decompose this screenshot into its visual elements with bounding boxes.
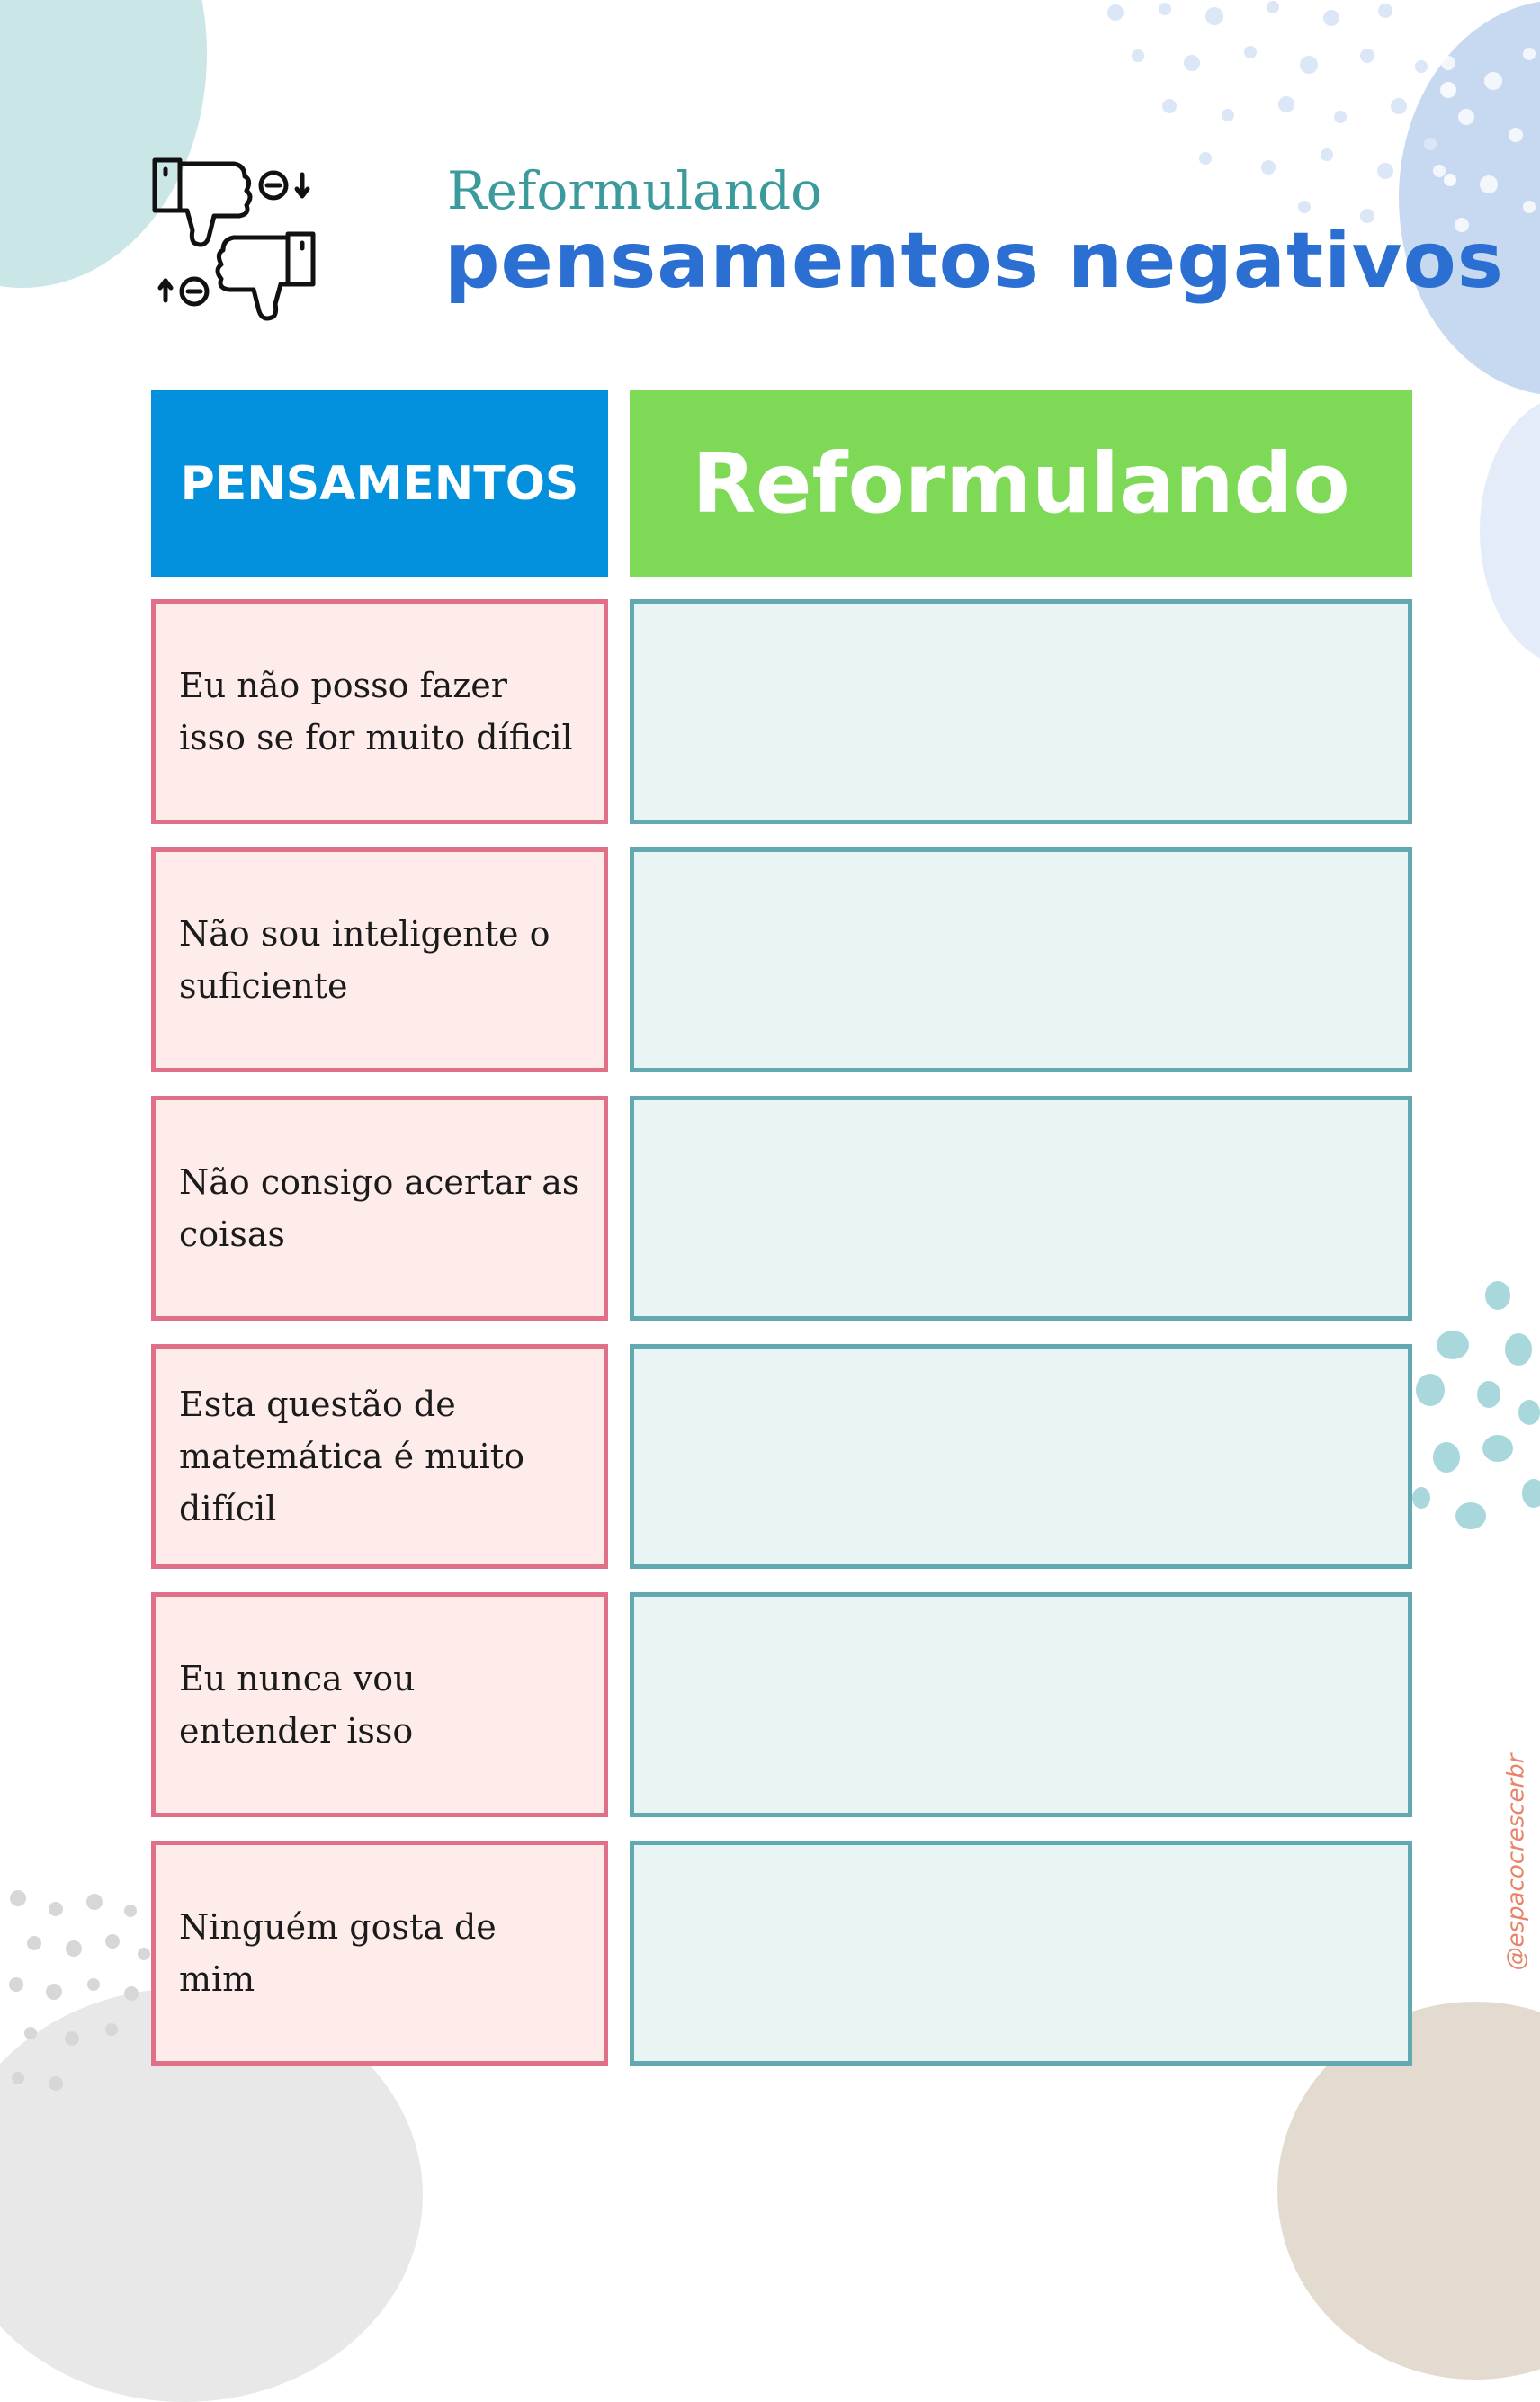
decor-dots-right xyxy=(1403,1268,1540,1556)
thought-text: Eu não posso fazer isso se for muito díficil xyxy=(179,666,573,757)
thought-text: Esta questão de matemática é muito difícil xyxy=(179,1385,524,1528)
thought-cell xyxy=(151,1344,608,1569)
column-header-reframe xyxy=(630,390,1412,577)
header-subtitle: Reformulando xyxy=(447,160,822,221)
thought-cell xyxy=(151,847,608,1072)
decor-dots-circle xyxy=(1421,36,1540,243)
decor-dots-bottom-left xyxy=(0,1880,162,2150)
author-handle-text: @espacocrescerbr xyxy=(1502,1753,1530,1971)
reframe-cell[interactable] xyxy=(630,1344,1412,1569)
thought-cell xyxy=(151,1841,608,2066)
reframe-cell[interactable] xyxy=(630,1841,1412,2066)
thought-text: Eu nunca vou entender isso xyxy=(179,1659,416,1751)
author-handle xyxy=(1493,1741,1538,1984)
decor-dots-top-right xyxy=(1097,0,1457,243)
thumbs-down-icon xyxy=(151,155,317,322)
reframe-cell[interactable] xyxy=(630,1096,1412,1321)
thought-cell xyxy=(151,1592,608,1817)
reframe-cell[interactable] xyxy=(630,599,1412,824)
column-header-thoughts-label: PENSAMENTOS xyxy=(180,456,579,511)
reframe-cell[interactable] xyxy=(630,847,1412,1072)
thought-text: Não sou inteligente o suficiente xyxy=(179,914,551,1006)
thought-text: Ninguém gosta de mim xyxy=(179,1907,497,1999)
page-title: pensamentos negativos xyxy=(444,216,1504,306)
decor-circle-right xyxy=(1480,396,1540,666)
thought-text: Não consigo acertar as coisas xyxy=(179,1162,580,1254)
column-header-thoughts xyxy=(151,390,608,577)
thought-cell xyxy=(151,599,608,824)
thought-cell xyxy=(151,1096,608,1321)
reframe-cell[interactable] xyxy=(630,1592,1412,1817)
column-header-reframe-label: Reformulando xyxy=(692,435,1350,532)
